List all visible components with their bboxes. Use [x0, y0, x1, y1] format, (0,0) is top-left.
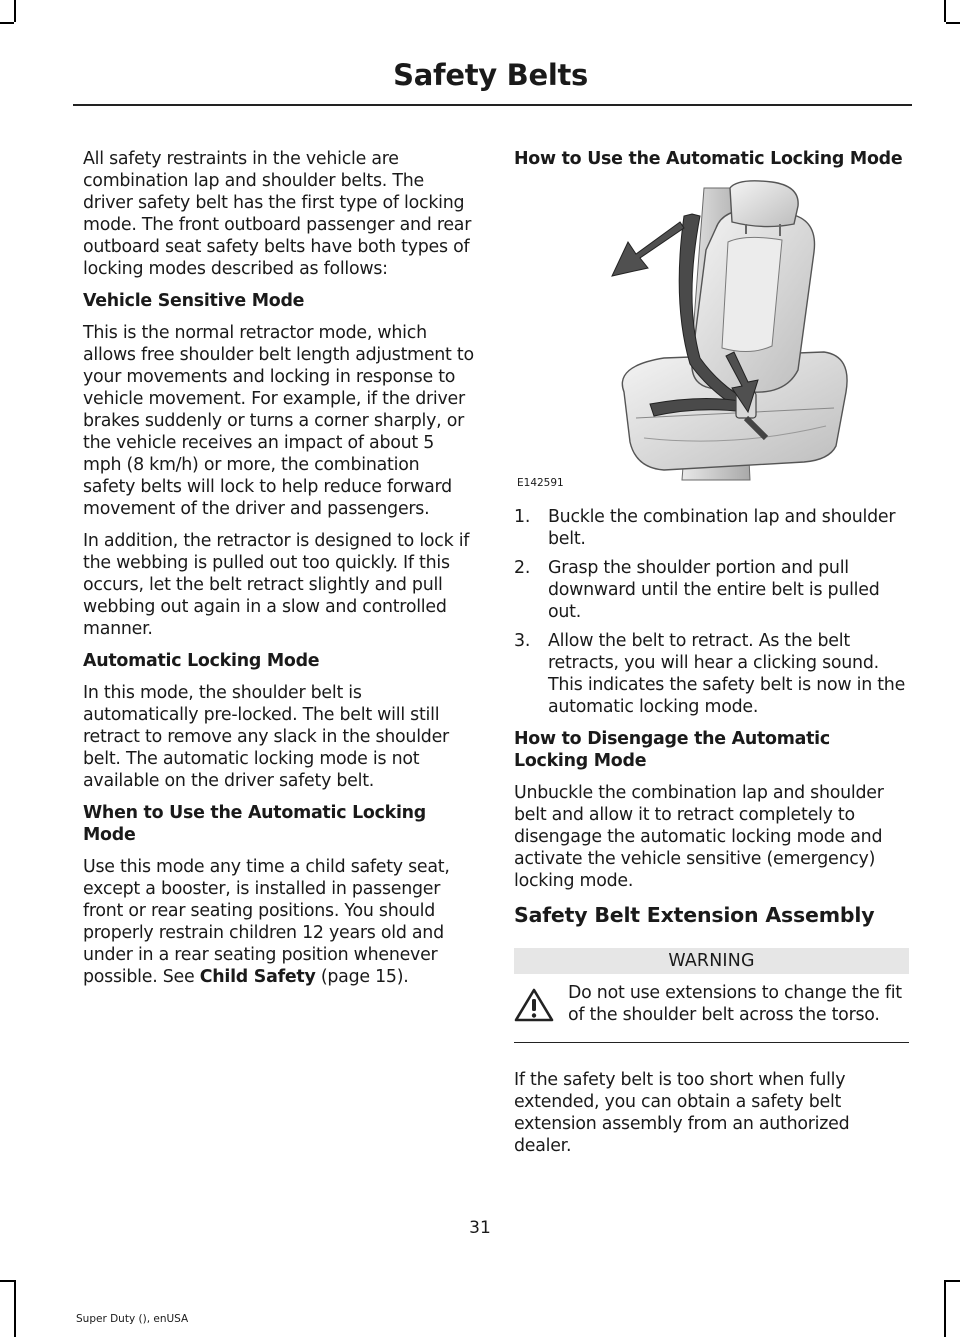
list-item: [514, 630, 909, 718]
intro-paragraph: All safety restraints in the vehicle are combination lap and shoulder belts. The driver safety belt has the first type of locking mode. The front outboard passenger and rear outboard seat safety belts have both types of locking modes described as follows:: [83, 149, 472, 279]
list-item: [514, 557, 909, 623]
crop-mark: [14, 0, 16, 22]
figure-id: E142591: [517, 477, 564, 489]
steps-list: [514, 506, 909, 718]
body-paragraph: If the safety belt is too short when fully extended, you can obtain a safety belt extension assembly from an authorized dealer.: [514, 1070, 850, 1156]
car-seat-illustration: [514, 180, 909, 498]
page-number: 31: [469, 1218, 491, 1238]
crop-mark: [944, 0, 946, 22]
body-paragraph: This is the normal retractor mode, which allows free shoulder belt length adjustment to your movements and locking in response to vehicle movement. For example, if the driver brakes suddenly or turns a corner sharply, or the vehicle receives an impact of about 5 mph (8 km/h) or more, the combination safety belts will lock to help reduce forward movement of the driver and passengers.: [83, 323, 474, 519]
step-number: 3.: [514, 631, 531, 651]
step-text: Buckle the combination lap and shoulder belt.: [548, 507, 896, 549]
warning-box: [514, 948, 909, 1043]
crop-mark: [944, 1280, 946, 1337]
crop-mark: [946, 22, 960, 24]
step-text: Grasp the shoulder portion and pull downward until the entire belt is pulled out.: [548, 558, 880, 622]
crop-mark: [0, 1280, 14, 1282]
warning-text: Do not use extensions to change the fit of the shoulder belt across the torso.: [568, 983, 902, 1025]
section-title: Safety Belt Extension Assembly: [514, 903, 875, 927]
document-footer: Super Duty (), enUSA: [76, 1313, 189, 1325]
crop-mark: [0, 22, 14, 24]
body-text: Use this mode any time a child safety seat, except a booster, is installed in passenger front or rear seating positions. You should properly restrain children 12 years old and under in a rear seating position whenever possible. See: [83, 857, 450, 987]
left-column: [83, 148, 476, 998]
crop-mark: [946, 1280, 960, 1282]
body-paragraph: In addition, the retractor is designed to lock if the webbing is pulled out too quickly. If this occurs, let the belt retract slightly and pull webbing out again in a slow and controlled manner.: [83, 531, 470, 639]
list-item: [514, 506, 909, 550]
section-heading: Automatic Locking Mode: [83, 651, 320, 671]
page-reference: (page 15).: [315, 967, 409, 987]
step-text: Allow the belt to retract. As the belt retracts, you will hear a clicking sound. This indicates the safety belt is now in the automatic locking mode.: [548, 631, 906, 717]
warning-label: WARNING: [514, 948, 909, 974]
warning-triangle-icon: [514, 982, 562, 1028]
step-number: 2.: [514, 558, 531, 578]
section-heading: When to Use the Automatic Locking Mode: [83, 803, 427, 845]
cross-reference-link[interactable]: Child Safety: [199, 967, 316, 987]
section-heading: How to Disengage the Automatic Locking Mode: [514, 729, 830, 771]
body-paragraph: [83, 856, 476, 988]
right-column: [514, 148, 909, 1167]
header-divider: [73, 104, 912, 106]
body-paragraph: Unbuckle the combination lap and shoulder belt and allow it to retract completely to disengage the automatic locking mode and activate the vehicle sensitive (emergency) locking mode.: [514, 783, 884, 891]
section-heading: How to Use the Automatic Locking Mode: [514, 149, 903, 169]
body-paragraph: In this mode, the shoulder belt is automatically pre-locked. The belt will still retract to remove any slack in the shoulder belt. The automatic locking mode is not available on the driver safety belt.: [83, 683, 449, 791]
step-number: 1.: [514, 507, 531, 527]
crop-mark: [14, 1280, 16, 1337]
section-heading: Vehicle Sensitive Mode: [83, 291, 305, 311]
warning-body: [514, 974, 909, 1043]
seat-belt-illustration: [514, 180, 909, 498]
page-title: Safety Belts: [393, 58, 588, 92]
